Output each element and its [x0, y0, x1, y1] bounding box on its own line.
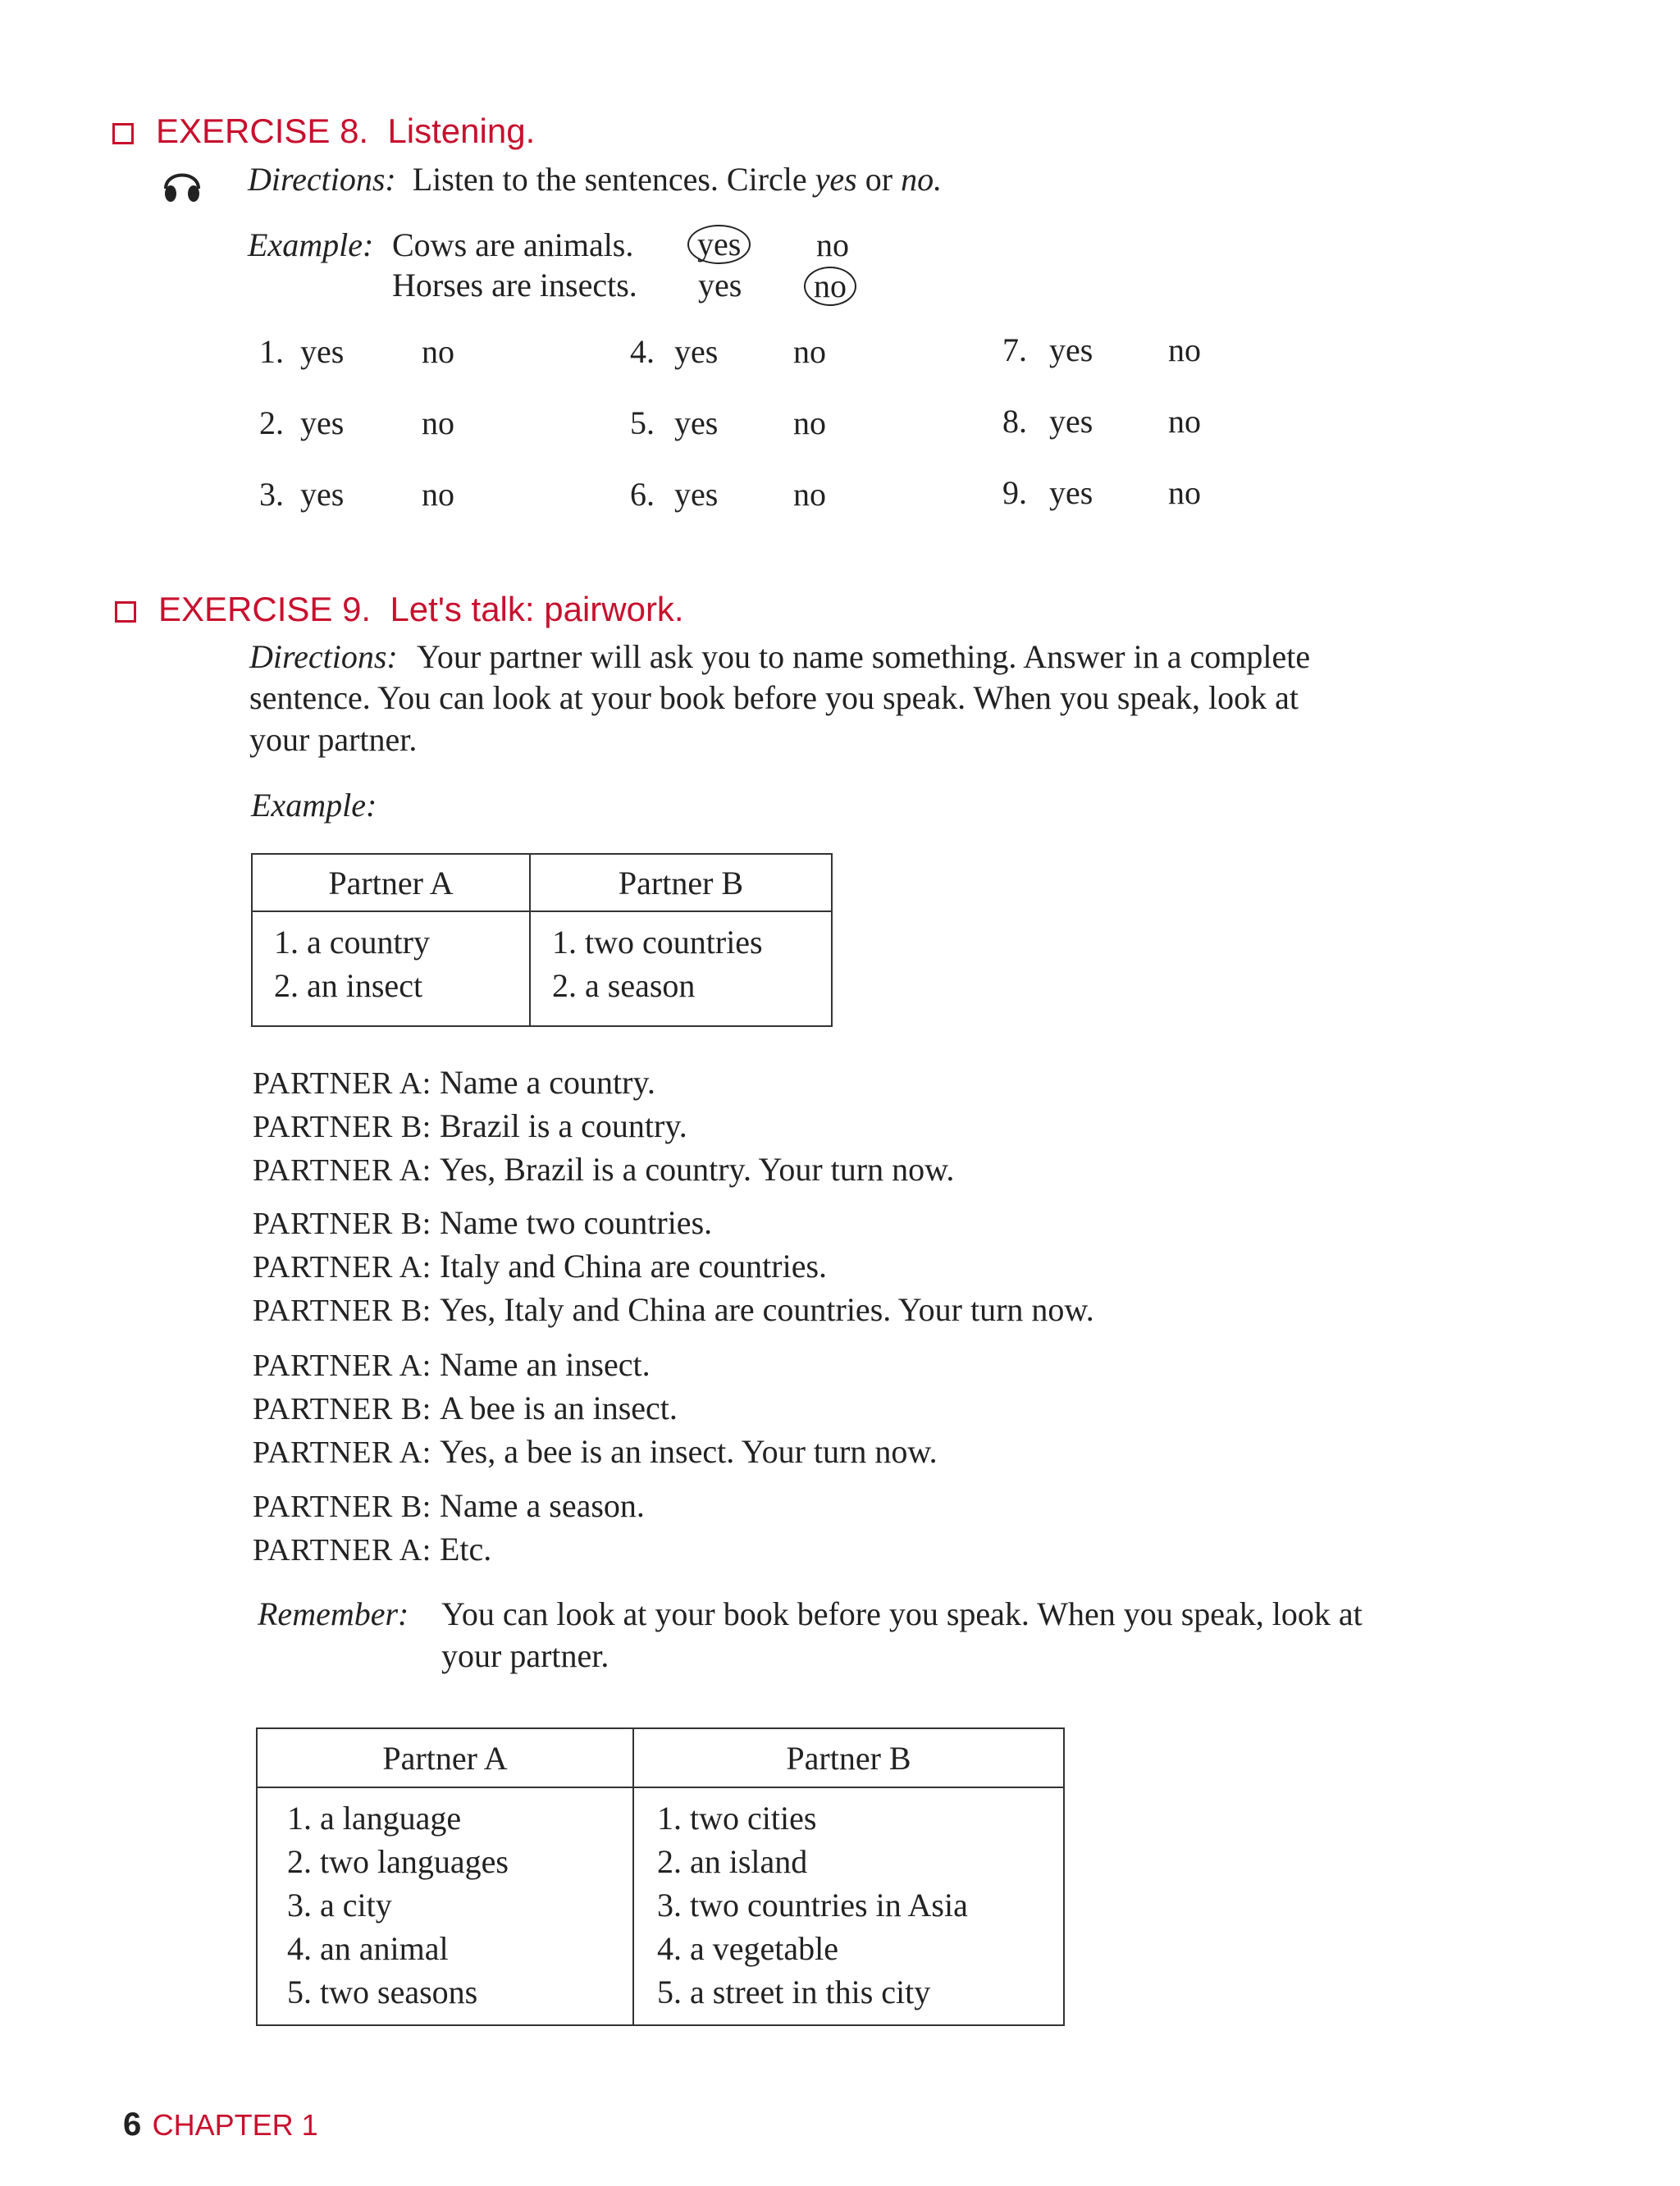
dialogue-row	[253, 1245, 431, 1289]
dialogue-line: Etc.	[440, 1531, 492, 1568]
directions-text: Listen to the sentences. Circle	[412, 161, 807, 198]
dialogue-speaker: PARTNER B:	[253, 1294, 431, 1328]
dialogue-row	[253, 1105, 431, 1148]
table-cell-item: 1. two countries	[552, 924, 763, 961]
exercise9-heading	[158, 590, 684, 629]
exercise8-title: Listening.	[387, 112, 536, 150]
item-2-num: 2.	[259, 404, 284, 441]
dialogue-line: A bee is an insect.	[440, 1390, 678, 1426]
pairwork-table-header-b: Partner B	[633, 1728, 1064, 1787]
table-cell-item: 2. an insect	[274, 967, 423, 1004]
example-table-header-a: Partner A	[252, 854, 530, 911]
exercise9-directions-label: Directions:	[249, 638, 398, 675]
exercise9-directions-line-2: sentence. You can look at your book before you speak. When you speak, look at	[249, 679, 1299, 716]
dialogue-line: Yes, Italy and China are countries. Your turn now.	[440, 1291, 1094, 1328]
exercise9-title: Let's talk: pairwork.	[390, 590, 684, 628]
dialogue-row	[253, 1061, 431, 1105]
dialogue-row	[253, 1431, 431, 1474]
page-number: 6	[123, 2106, 142, 2143]
example-answer-no-1: no	[816, 226, 849, 263]
exercise9-title-prefix: EXERCISE 9.	[158, 590, 372, 628]
pairwork-table-header-a: Partner A	[257, 1728, 633, 1787]
item-8-no: no	[1168, 403, 1201, 440]
item-4-num: 4.	[630, 333, 655, 370]
dialogue-line: Name two countries.	[440, 1204, 713, 1241]
page-footer	[123, 2106, 318, 2143]
directions-no: no.	[901, 161, 943, 198]
dialogue-row	[253, 1148, 431, 1192]
table-cell-item: 2. a season	[552, 967, 696, 1004]
table-cell-item: 2. two languages	[287, 1843, 509, 1880]
table-cell-item: 5. two seasons	[287, 1974, 478, 2010]
dialogue-speaker: PARTNER B:	[253, 1207, 431, 1241]
dialogue-line: Brazil is a country.	[440, 1107, 687, 1144]
exercise8-directions	[248, 158, 942, 200]
table-cell-item: 1. a language	[287, 1800, 462, 1837]
remember-label: Remember:	[258, 1595, 409, 1632]
headphones-icon	[159, 161, 205, 211]
dialogue-row	[253, 1202, 431, 1245]
example-answer-yes-1	[687, 223, 751, 265]
dialogue-line: Name a season.	[440, 1487, 645, 1524]
item-6-no: no	[793, 476, 826, 513]
table-cell-item: 3. a city	[287, 1887, 392, 1924]
example-answer-yes-2: yes	[698, 267, 742, 303]
directions-label: Directions:	[248, 161, 396, 198]
table-cell-item: 1. a country	[274, 924, 430, 961]
exercise8-heading	[156, 112, 535, 151]
dialogue-speaker: PARTNER B:	[253, 1392, 431, 1426]
example-table-col-b	[530, 911, 832, 1026]
item-4-no: no	[793, 333, 826, 370]
dialogue-speaker: PARTNER A:	[253, 1435, 431, 1470]
pairwork-table	[256, 1727, 1065, 2026]
item-2-no: no	[422, 404, 454, 441]
item-8-num: 8.	[1002, 403, 1027, 440]
example-table-col-a	[252, 911, 530, 1026]
exercise9-example-label: Example:	[251, 787, 377, 824]
remember-line-2: your partner.	[441, 1637, 609, 1674]
dialogue-line: Name a country.	[440, 1064, 655, 1101]
item-3-num: 3.	[259, 476, 284, 513]
table-cell-item: 2. an island	[657, 1843, 808, 1880]
example-sentence-1: Cows are animals.	[392, 226, 634, 263]
item-3-yes: yes	[300, 476, 345, 513]
item-9-yes: yes	[1049, 474, 1093, 511]
item-5-no: no	[793, 404, 826, 441]
item-7-yes: yes	[1049, 331, 1093, 368]
item-5-yes: yes	[674, 404, 719, 441]
example-table	[251, 853, 833, 1027]
circled-answer: no	[804, 267, 856, 306]
dialogue-speaker: PARTNER A:	[253, 1153, 431, 1188]
dialogue-speaker: PARTNER A:	[253, 1250, 431, 1285]
exercise9-directions-line-1: Your partner will ask you to name something. Answer in a complete	[417, 638, 1311, 675]
dialogue-row	[253, 1344, 431, 1387]
exercise8-checkbox-icon	[112, 123, 134, 144]
dialogue-speaker: PARTNER A:	[253, 1066, 431, 1101]
remember-line-1: You can look at your book before you speak. When you speak, look at	[441, 1595, 1363, 1632]
chapter-label: CHAPTER 1	[152, 2108, 318, 2142]
dialogue-speaker: PARTNER A:	[253, 1349, 431, 1383]
item-5-num: 5.	[630, 404, 655, 441]
exercise8-example-label: Example:	[248, 226, 374, 263]
item-1-num: 1.	[259, 333, 284, 370]
dialogue-line: Name an insect.	[440, 1346, 651, 1383]
pairwork-table-col-b	[633, 1787, 1064, 2025]
item-2-yes: yes	[300, 404, 345, 441]
dialogue-row	[253, 1485, 431, 1528]
table-cell-item: 5. a street in this city	[657, 1974, 931, 2010]
dialogue-line: Yes, Brazil is a country. Your turn now.	[440, 1151, 955, 1188]
item-6-num: 6.	[630, 476, 655, 513]
pairwork-table-col-a	[257, 1787, 633, 2025]
item-9-no: no	[1168, 474, 1201, 511]
example-sentence-2: Horses are insects.	[392, 267, 637, 303]
dialogue-row	[253, 1387, 431, 1431]
exercise9-directions-line-3: your partner.	[249, 721, 418, 758]
dialogue-speaker: PARTNER B:	[253, 1490, 431, 1524]
item-1-yes: yes	[300, 333, 345, 370]
dialogue-row	[253, 1528, 431, 1572]
dialogue-row	[253, 1289, 431, 1332]
item-9-num: 9.	[1002, 474, 1027, 511]
table-cell-item: 4. an animal	[287, 1930, 449, 1967]
item-1-no: no	[422, 333, 454, 370]
table-cell-item: 3. two countries in Asia	[657, 1887, 968, 1924]
dialogue-speaker: PARTNER B:	[253, 1110, 431, 1144]
dialogue-speaker: PARTNER A:	[253, 1533, 431, 1568]
exercise8-title-prefix: EXERCISE 8.	[156, 112, 369, 150]
dialogue-line: Yes, a bee is an insect. Your turn now.	[440, 1433, 938, 1470]
circled-answer: yes	[687, 225, 751, 264]
example-table-header-b: Partner B	[530, 854, 832, 911]
table-cell-item: 1. two cities	[657, 1800, 817, 1837]
table-cell-item: 4. a vegetable	[657, 1930, 838, 1967]
item-7-num: 7.	[1002, 331, 1027, 368]
item-3-no: no	[422, 476, 454, 513]
directions-yes: yes	[815, 161, 857, 198]
item-4-yes: yes	[674, 333, 719, 370]
item-7-no: no	[1168, 331, 1201, 368]
directions-or: or	[865, 161, 893, 198]
example-answer-no-2	[804, 265, 856, 307]
item-8-yes: yes	[1049, 403, 1093, 440]
dialogue-line: Italy and China are countries.	[440, 1248, 828, 1285]
exercise9-checkbox-icon	[115, 601, 136, 623]
item-6-yes: yes	[674, 476, 719, 513]
